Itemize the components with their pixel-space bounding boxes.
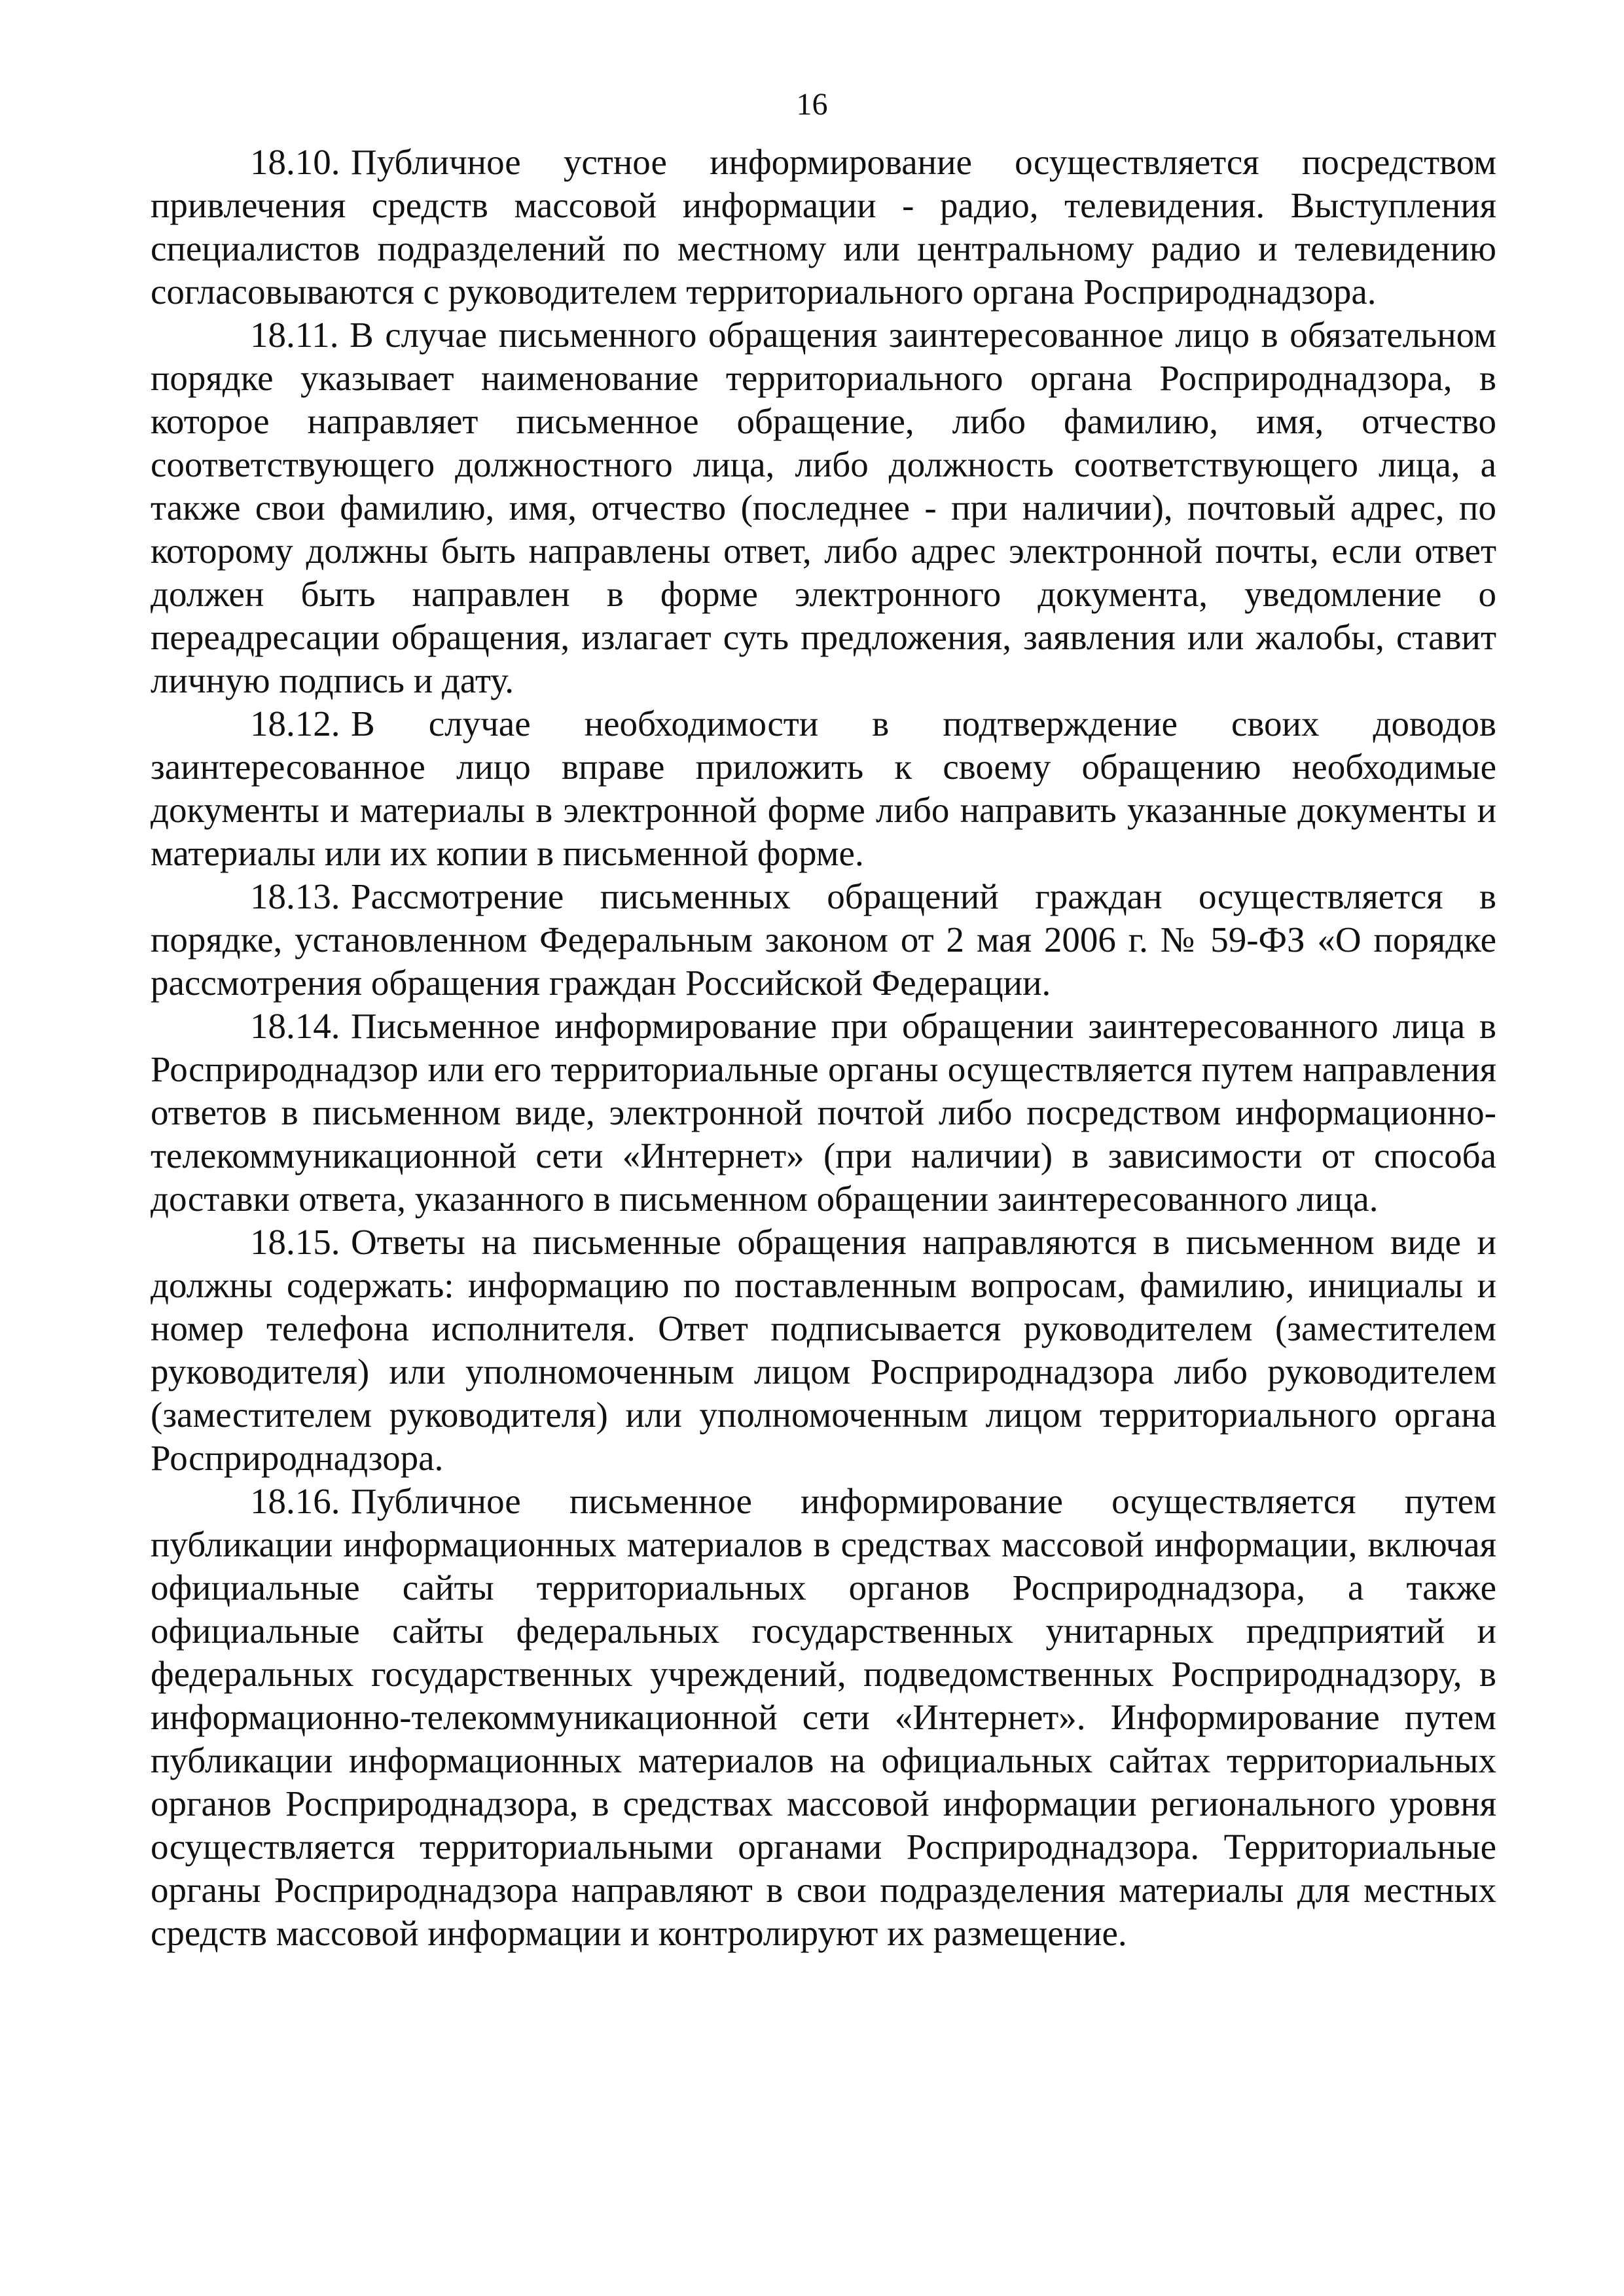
paragraph-text: Публичное устное информирование осуществляется посредством привлечения средств массовой информации - радио, телевидения. Выступления специалистов подразделений по местному или центральному радио и телевидению согласовываются с руководителем территориального органа Росприроднадзора.: [151, 142, 1496, 312]
paragraph-18-16: [151, 1480, 1496, 1955]
paragraph-text: Рассмотрение письменных обращений граждан осуществляется в порядке, установленном Федеральным законом от 2 мая 2006 г. № 59-ФЗ «О порядке рассмотрения обращения граждан Российской Федерации.: [151, 876, 1496, 1003]
paragraph-number: 18.11.: [250, 315, 339, 355]
paragraph-18-15: [151, 1221, 1496, 1480]
paragraph-18-10: [151, 141, 1496, 314]
paragraph-18-12: [151, 702, 1496, 875]
paragraph-18-14: [151, 1005, 1496, 1221]
paragraph-text: Публичное письменное информирование осуществляется путем публикации информационных материалов в средствах массовой информации, включая официальные сайты территориальных органов Росприроднадзора, а также официальные сайты федеральных государственных унитарных предприятий и федеральных государственных учреждений, подведомственных Росприроднадзору, в информационно-телекоммуникационной сети «Интернет». Информирование путем публикации информационных материалов на официальных сайтах территориальных органов Росприроднадзора, в средствах массовой информации регионального уровня осуществляется территориальными органами Росприроднадзора. Территориальные органы Росприроднадзора направляют в свои подразделения материалы для местных средств массовой информации и контролируют их размещение.: [151, 1481, 1496, 1953]
paragraph-18-11: [151, 314, 1496, 702]
paragraph-text: В случае необходимости в подтверждение своих доводов заинтересованное лицо вправе приложить к своему обращению необходимые документы и материалы в электронной форме либо направить указанные документы и материалы или их копии в письменной форме.: [151, 704, 1496, 873]
paragraph-number: 18.15.: [250, 1222, 340, 1262]
paragraph-number: 18.10.: [250, 142, 340, 182]
paragraph-text: Письменное информирование при обращении заинтересованного лица в Росприроднадзор или его территориальные органы осуществляется путем направления ответов в письменном виде, электронной почтой либо посредством информационно-телекоммуникационной сети «Интернет» (при наличии) в зависимости от способа доставки ответа, указанного в письменном обращении заинтересованного лица.: [151, 1006, 1496, 1219]
paragraph-18-13: [151, 875, 1496, 1005]
paragraph-number: 18.13.: [250, 876, 340, 916]
paragraph-number: 18.16.: [250, 1481, 340, 1521]
document-body: [151, 141, 1496, 1955]
paragraph-text: Ответы на письменные обращения направляются в письменном виде и должны содержать: информацию по поставленным вопросам, фамилию, инициалы и номер телефона исполнителя. Ответ подписывается руководителем (заместителем руководителя) или уполномоченным лицом Росприроднадзора либо руководителем (заместителем руководителя) или уполномоченным лицом территориального органа Росприроднадзора.: [151, 1222, 1496, 1478]
paragraph-number: 18.12.: [250, 704, 340, 744]
paragraph-text: В случае письменного обращения заинтересованное лицо в обязательном порядке указывает наименование территориального органа Росприроднадзора, в которое направляет письменное обращение, либо фамилию, имя, отчество соответствующего должностного лица, либо должность соответствующего лица, а также свои фамилию, имя, отчество (последнее - при наличии), почтовый адрес, по которому должны быть направлены ответ, либо адрес электронной почты, если ответ должен быть направлен в форме электронного документа, уведомление о переадресации обращения, излагает суть предложения, заявления или жалобы, ставит личную подпись и дату.: [151, 315, 1496, 700]
page-number: 16: [796, 87, 828, 122]
paragraph-number: 18.14.: [250, 1006, 340, 1046]
